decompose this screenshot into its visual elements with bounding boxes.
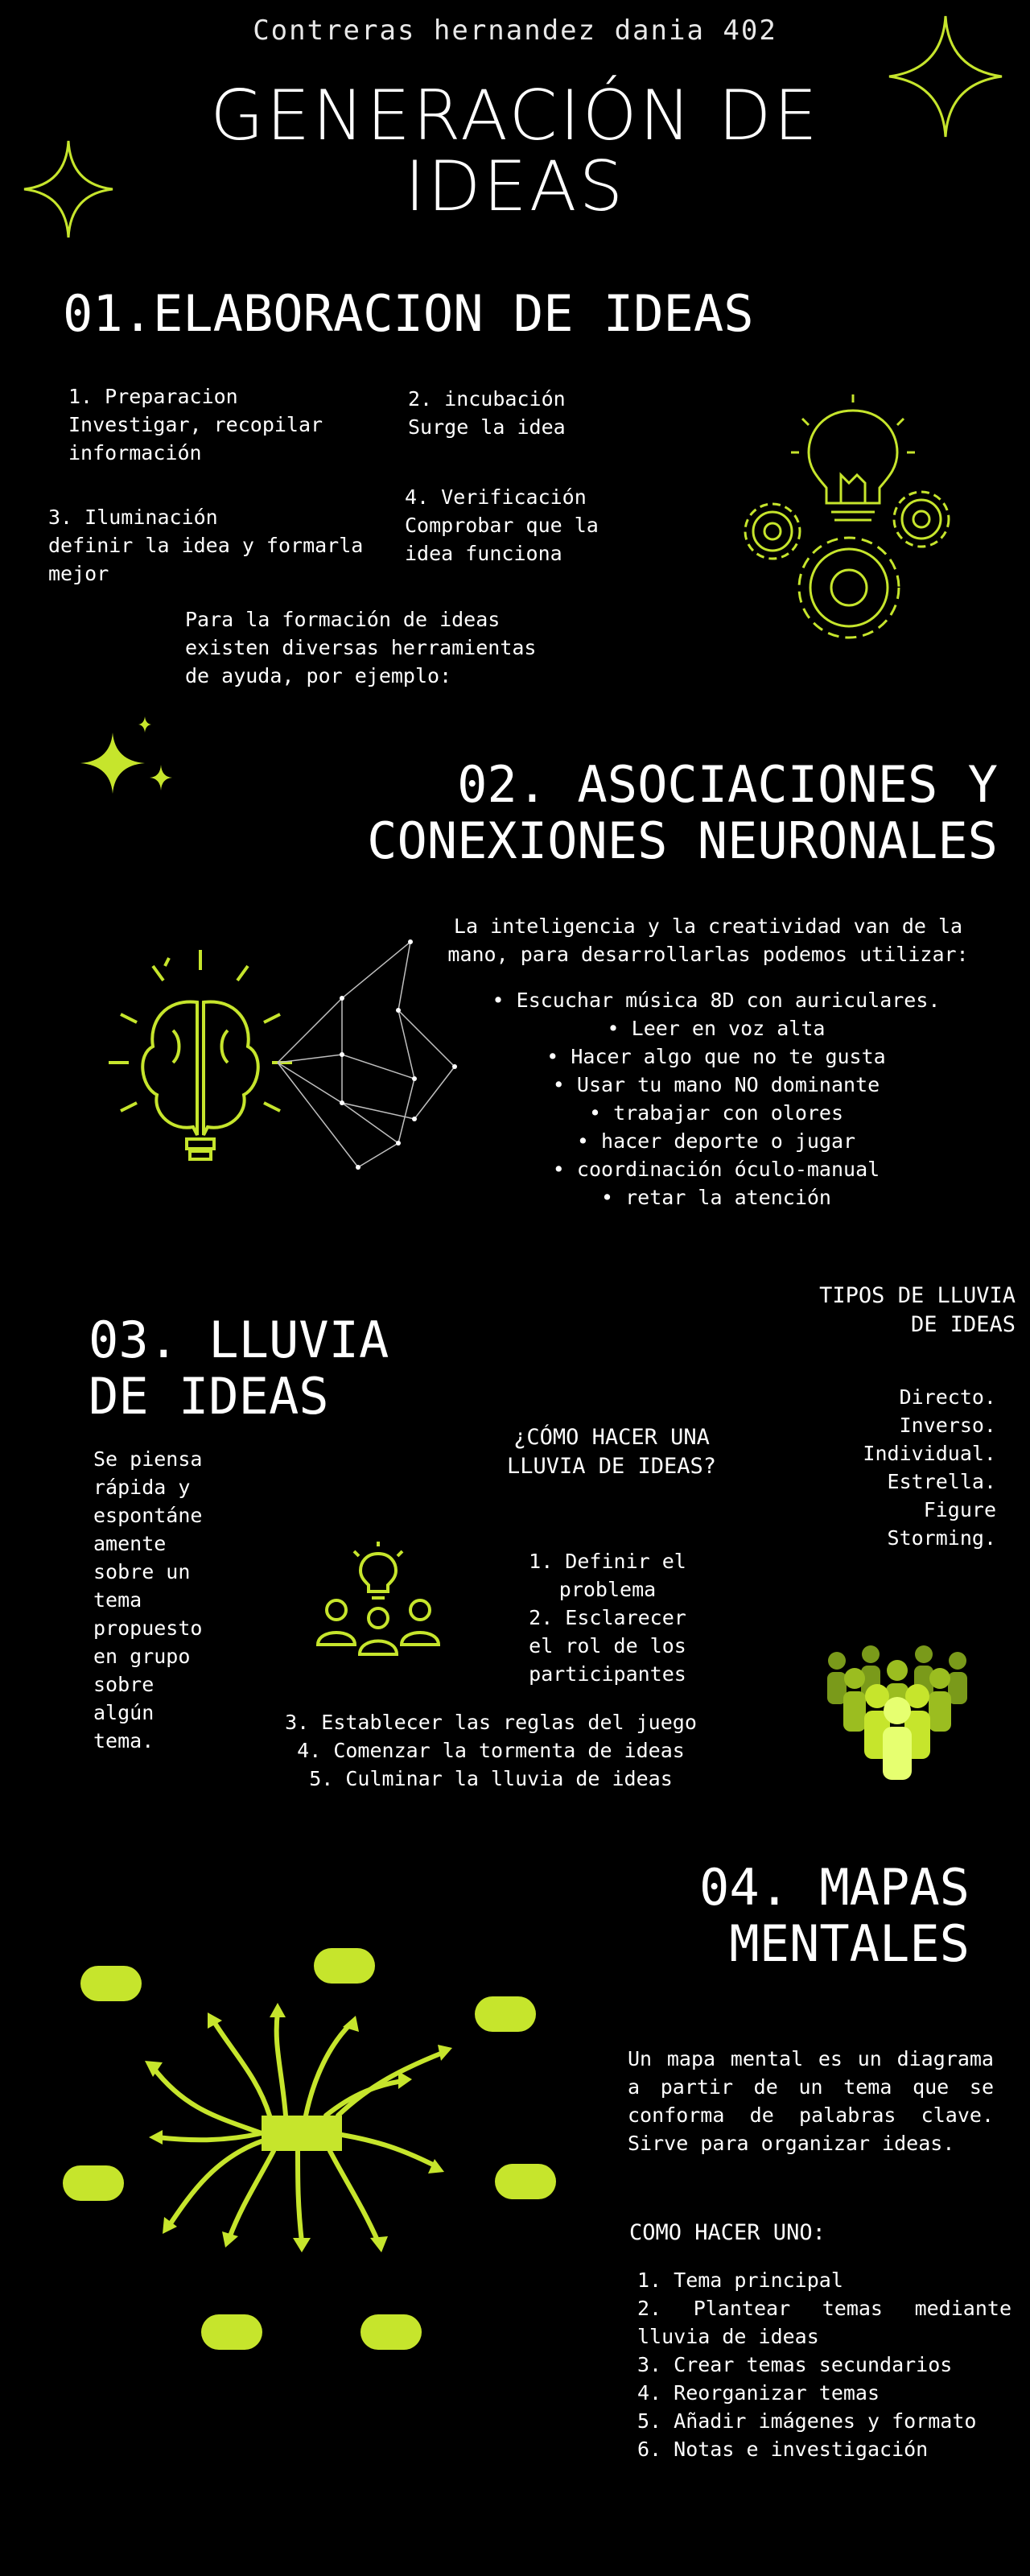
sparkles-icon — [72, 716, 177, 805]
list-item: • Escuchar música 8D con auriculares. — [451, 986, 982, 1014]
section3-steps-top: 1. Definir el problema 2. Esclarecer el rol de los participantes — [529, 1550, 686, 1686]
list-item: • Hacer algo que no te gusta — [451, 1042, 982, 1071]
list-item: • trabajar con olores — [451, 1099, 982, 1127]
list-item: 6. Notas e investigación — [637, 2438, 929, 2461]
section4-heading: 04. MAPAS MENTALES — [699, 1858, 970, 1973]
list-item: • Usar tu mano NO dominante — [451, 1071, 982, 1099]
section3-howto-title: ¿CÓMO HACER UNA LLUVIA DE IDEAS? — [506, 1425, 717, 1479]
section1-note: Para la formación de ideas existen diversas herramientas de ayuda, por ejemplo: — [185, 608, 537, 687]
section3-types-title: TIPOS DE LLUVIA DE IDEAS — [819, 1283, 1016, 1337]
list-item: 1. Tema principal — [637, 2268, 843, 2292]
group-people-icon — [821, 1646, 974, 1783]
list-item: • retar la atención — [451, 1183, 982, 1212]
section3-types-list: Directo. Inverso. Individual. Estrella. Figure Storming. — [863, 1385, 996, 1550]
sparkle-icon-top-left — [24, 141, 113, 237]
page-title: GENERACIÓN DE IDEAS — [210, 76, 820, 227]
mind-map-node — [495, 2164, 556, 2199]
section4-howto-title: COMO HACER UNO: — [629, 2220, 826, 2245]
list-item: 2. Plantear temas mediante lluvia de ideas — [637, 2297, 1011, 2348]
brain-network-icon — [76, 934, 463, 1208]
section3-description: Se piensa rápida y espontáne amente sobre un tema propuesto en grupo sobre algún tema. — [93, 1447, 203, 1752]
list-item: • Leer en voz alta — [451, 1014, 982, 1042]
mind-map-node — [360, 2314, 422, 2350]
section3-steps-bottom: 3. Establecer las reglas del juego 4. Comenzar la tormenta de ideas 5. Culminar la lluvia de ideas — [285, 1711, 697, 1790]
section1-step2: 2. incubación Surge la idea — [408, 387, 566, 439]
mind-map-node — [63, 2165, 124, 2201]
mind-map-node — [80, 1966, 142, 2001]
mind-map-center — [262, 2116, 342, 2151]
section3-heading: 03. LLUVIA DE IDEAS — [89, 1311, 389, 1426]
mind-map-node — [475, 1996, 536, 2032]
section2-intro: La inteligencia y la creatividad van de la mano, para desarrollarlas podemos utilizar: — [447, 914, 969, 966]
section1-step1: 1. Preparacion Investigar, recopilar información — [68, 385, 323, 464]
author-name: Contreras hernandez dania 402 — [253, 14, 777, 47]
mind-map-node — [201, 2314, 262, 2350]
list-item: 5. Añadir imágenes y formato — [637, 2409, 977, 2433]
section1-step3: 3. Iluminación definir la idea y formarla mejor — [48, 506, 364, 585]
list-item: 4. Reorganizar temas — [637, 2381, 880, 2405]
list-item: 3. Crear temas secundarios — [637, 2353, 953, 2376]
gears-lightbulb-icon — [728, 394, 970, 660]
list-item: • hacer deporte o jugar — [451, 1127, 982, 1155]
mind-map-node — [314, 1948, 375, 1984]
team-idea-icon — [314, 1542, 443, 1662]
section2-heading: 02. ASOCIACIONES Y CONEXIONES NEURONALES — [367, 755, 998, 870]
list-item: • coordinación óculo-manual — [451, 1155, 982, 1183]
section4-steps — [637, 2266, 1011, 2463]
section2-list — [451, 986, 982, 1212]
section1-heading: 01.ELABORACION DE IDEAS — [63, 284, 754, 343]
mind-map-icon — [56, 1948, 571, 2367]
section4-description: Un mapa mental es un diagrama a partir de un tema que se conforma de palabras clave. Sirve para organizar ideas. — [628, 2047, 994, 2155]
section1-step4: 4. Verificación Comprobar que la idea funciona — [405, 485, 599, 565]
sparkle-icon-top-right — [889, 16, 1002, 137]
